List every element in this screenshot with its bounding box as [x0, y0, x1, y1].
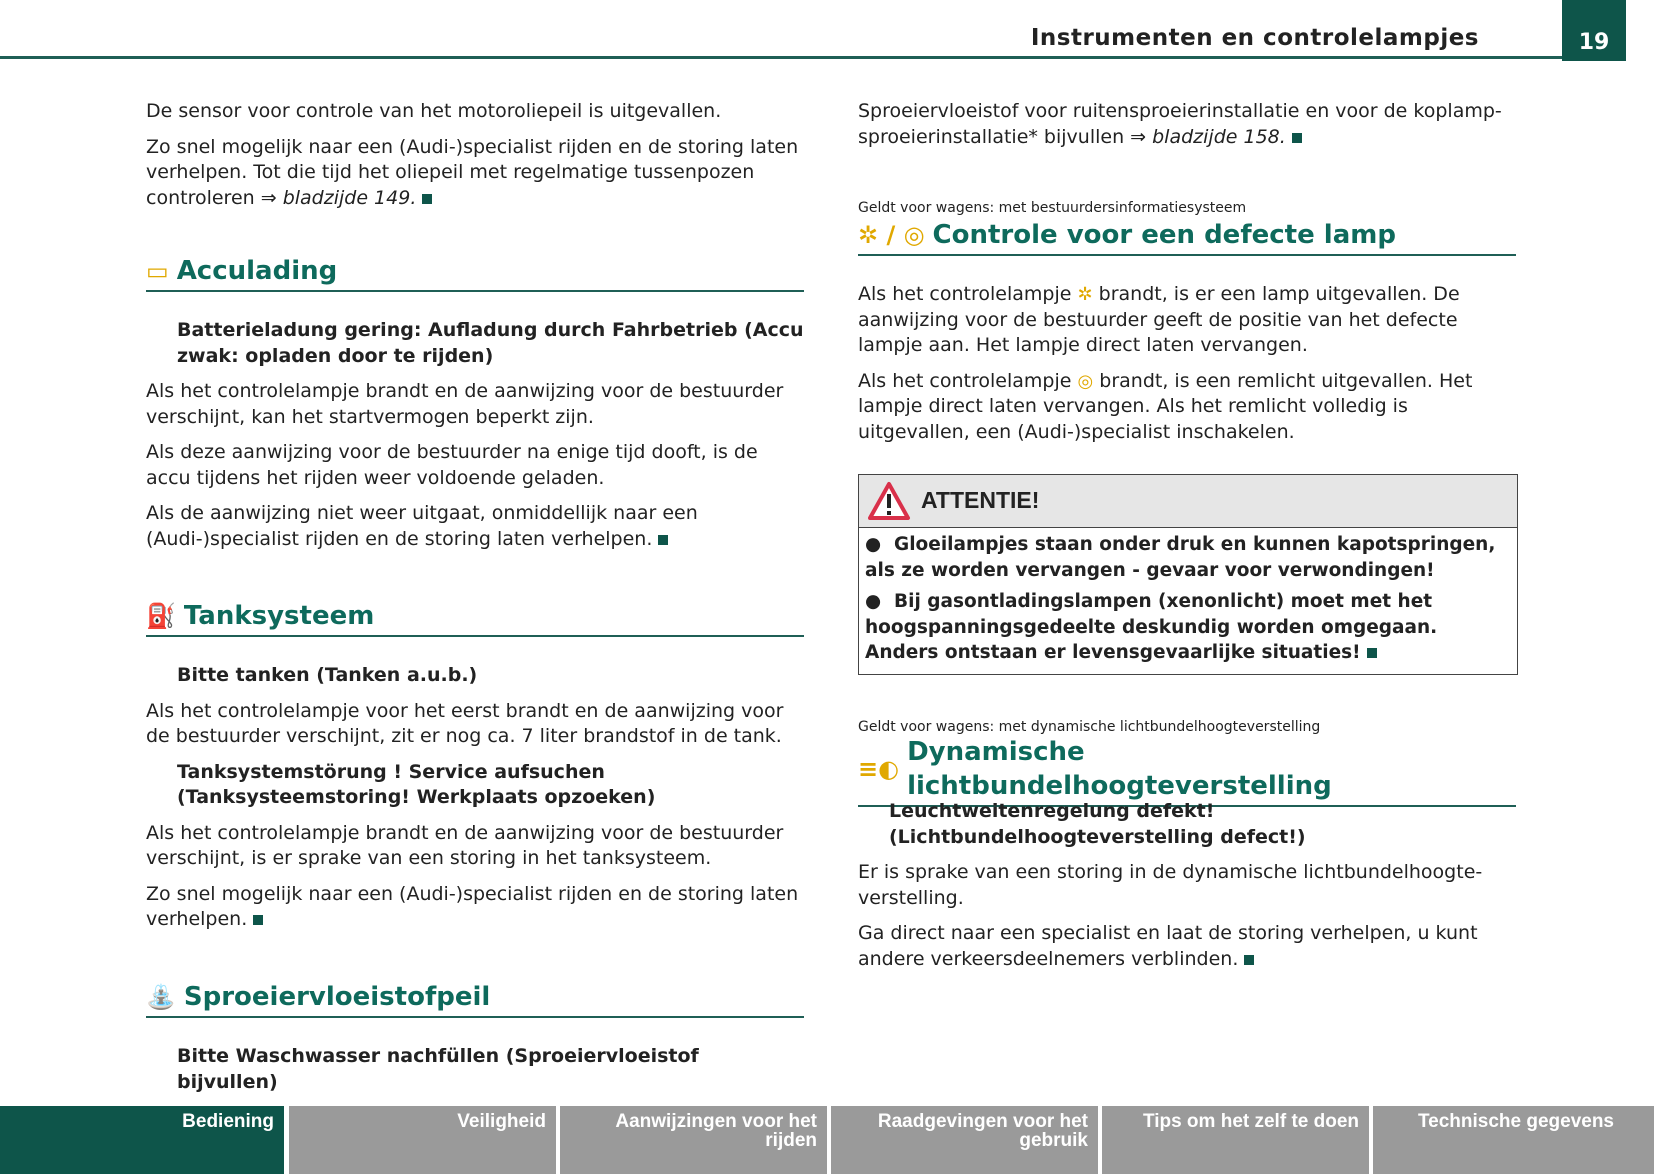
page-number: 19 — [1562, 0, 1626, 61]
paragraph — [858, 369, 1518, 446]
nav-tab-aanwijzingen[interactable]: Aanwijzingen voor het rijden — [560, 1106, 827, 1174]
heading-text: Acculading — [176, 256, 338, 286]
nav-tab-bediening[interactable]: Bediening — [0, 1106, 284, 1174]
text: Als de aanwijzing niet weer uitgaat, onmiddellijk naar een (Audi-)specialist rijden en de storing laten verhelpen. — [146, 502, 698, 550]
paragraph: Als het controlelampje brandt en de aanwijzing voor de bestuurder verschijnt, is er sprake van een storing in het tanksysteem. — [146, 821, 784, 869]
paragraph: Er is sprake van een storing in de dynamische lichtbundelhoogte-verstelling. — [858, 861, 1483, 909]
section-heading-lichtbundel — [858, 735, 1516, 807]
text: brandt, is een remlicht uitgevallen. Het lampje direct laten vervangen. Als het remlicht volledig is uitgevallen, een (Audi-)specialist inschakelen. — [858, 369, 1473, 443]
applicability-note: Geldt voor wagens: met dynamische lichtbundelhoogteverstelling — [858, 719, 1321, 735]
heading-text: Tanksysteem — [183, 601, 375, 631]
driver-message: Bitte Waschwasser nachfüllen (Sproeiervloeistof bijvullen) — [177, 1045, 699, 1093]
section-heading-tanksysteem — [146, 599, 804, 637]
warning-title: ATTENTIE! — [921, 487, 1040, 514]
nav-tab-raadgevingen[interactable]: Raadgevingen voor het gebruik — [831, 1106, 1098, 1174]
paragraph — [858, 921, 1518, 972]
end-marker — [1292, 133, 1302, 143]
paragraph: De sensor voor controle van het motoroliepeil is uitgevallen. — [146, 100, 722, 122]
fuel-pump-icon: ⛽ — [146, 602, 176, 630]
dyn-body — [858, 799, 1518, 982]
paragraph — [858, 282, 1518, 359]
driver-message: Leuchtweitenregelung defekt! (Lichtbundelhoogteverstelling defect!) — [889, 800, 1306, 848]
paragraph — [858, 99, 1518, 150]
nav-tab-technische-gegevens[interactable]: Technische gegevens — [1373, 1106, 1654, 1174]
lamp-body — [858, 282, 1518, 455]
sproei-body — [146, 1044, 806, 1105]
headlight-range-icon: ≡◐ — [858, 755, 900, 783]
paragraph — [146, 135, 806, 212]
bulb-warning-icon: ✲ / ◎ — [858, 221, 925, 249]
end-marker — [422, 194, 432, 204]
heading-text: Dynamische lichtbundelhoogteverstelling — [907, 737, 1332, 801]
paragraph — [146, 501, 806, 552]
end-marker — [1244, 955, 1254, 965]
driver-message: Bitte tanken (Tanken a.u.b.) — [177, 664, 478, 686]
bulb-icon: ✲ — [1077, 284, 1093, 305]
acculading-body — [146, 318, 806, 562]
end-marker — [253, 915, 263, 925]
paragraph: Als het controlelampje voor het eerst brandt en de aanwijzing voor de bestuurder verschijnt, zit er nog ca. 7 liter brandstof in de tank. — [146, 699, 784, 747]
nav-tab-veiligheid[interactable]: Veiligheid — [289, 1106, 556, 1174]
section-heading-acculading — [146, 254, 804, 292]
brake-light-icon: ◎ — [1077, 370, 1094, 392]
text: Sproeiervloeistof voor ruitensproeierinstallatie en voor de koplamp-sproeierinstallatie* bijvullen ⇒ — [858, 100, 1502, 148]
washer-fluid-icon: ⛲ — [146, 983, 176, 1011]
header-rule — [0, 56, 1562, 59]
applicability-note: Geldt voor wagens: met bestuurdersinformatiesysteem — [858, 200, 1247, 216]
text: Als het controlelampje — [858, 369, 1072, 392]
tank-body — [146, 663, 806, 943]
section-heading-sproeiervloeistof — [146, 980, 804, 1018]
end-marker — [1367, 648, 1377, 658]
text: Zo snel mogelijk naar een (Audi-)specialist rijden en de storing laten verhelpen. — [146, 882, 799, 930]
paragraph: Als het controlelampje brandt en de aanwijzing voor de bestuurder verschijnt, kan het startvermogen beperkt zijn. — [146, 380, 784, 428]
chapter-title: Instrumenten en controlelampjes — [1030, 25, 1479, 51]
warning-triangle-icon — [867, 481, 911, 521]
driver-message: Tanksystemstörung ! Service aufsuchen (Tanksysteemstoring! Werkplaats opzoeken) — [177, 760, 656, 808]
paragraph: Als deze aanwijzing voor de bestuurder na enige tijd dooft, is de accu tijdens het rijden weer voldoende geladen. — [146, 441, 758, 489]
battery-icon: ▭ — [146, 257, 169, 285]
paragraph — [146, 882, 806, 933]
text: Als het controlelampje — [858, 283, 1072, 305]
text: brandt, is er een lamp uitgevallen. De aanwijzing voor de bestuurder geeft de positie van het defecte lampje aan. Het lampje direct laten vervangen. — [858, 283, 1460, 356]
warning-body — [859, 528, 1517, 674]
page-ref[interactable]: bladzijde 149. — [282, 186, 417, 209]
end-marker — [658, 535, 668, 545]
nav-tab-tips[interactable]: Tips om het zelf te doen — [1102, 1106, 1369, 1174]
warning-header — [859, 475, 1517, 528]
warning-item: ● Gloeilampjes staan onder druk en kunnen kapotspringen, als ze worden vervangen - gevaar voor verwondingen! — [865, 534, 1496, 581]
section-heading-defecte-lamp — [858, 218, 1516, 256]
text: Zo snel mogelijk naar een (Audi-)specialist rijden en de storing laten verhelpen. Tot die tijd het oliepeil met regelmatige tussenpozen controleren ⇒ — [146, 135, 799, 209]
warning-box — [858, 474, 1518, 675]
heading-text: Controle voor een defecte lamp — [932, 220, 1396, 250]
page-ref[interactable]: bladzijde 158. — [1152, 125, 1286, 148]
heading-text: Sproeiervloeistofpeil — [183, 982, 491, 1012]
text: Ga direct naar een specialist en laat de storing verhelpen, u kunt andere verkeersdeelnemers verblinden. — [858, 922, 1478, 970]
text: Bij gasontladingslampen (xenonlicht) moet met het hoogspanningsgedeelte deskundig worden omgegaan. Anders ontstaan er levensgevaarlijke situaties! — [865, 591, 1438, 663]
warning-item: ● Bij gasontladingslampen (xenonlicht) moet met het hoogspanningsgedeelte deskundig worden omgegaan. Anders ontstaan er levensgevaarlijke situaties! — [865, 591, 1438, 663]
text: Gloeilampjes staan onder druk en kunnen kapotspringen, als ze worden vervangen - gevaar voor verwondingen! — [865, 534, 1496, 581]
driver-message: Batterieladung gering: Aufladung durch Fahrbetrieb (Accu zwak: opladen door te rijden) — [177, 319, 804, 367]
right-intro — [858, 99, 1518, 160]
left-intro — [146, 99, 806, 221]
